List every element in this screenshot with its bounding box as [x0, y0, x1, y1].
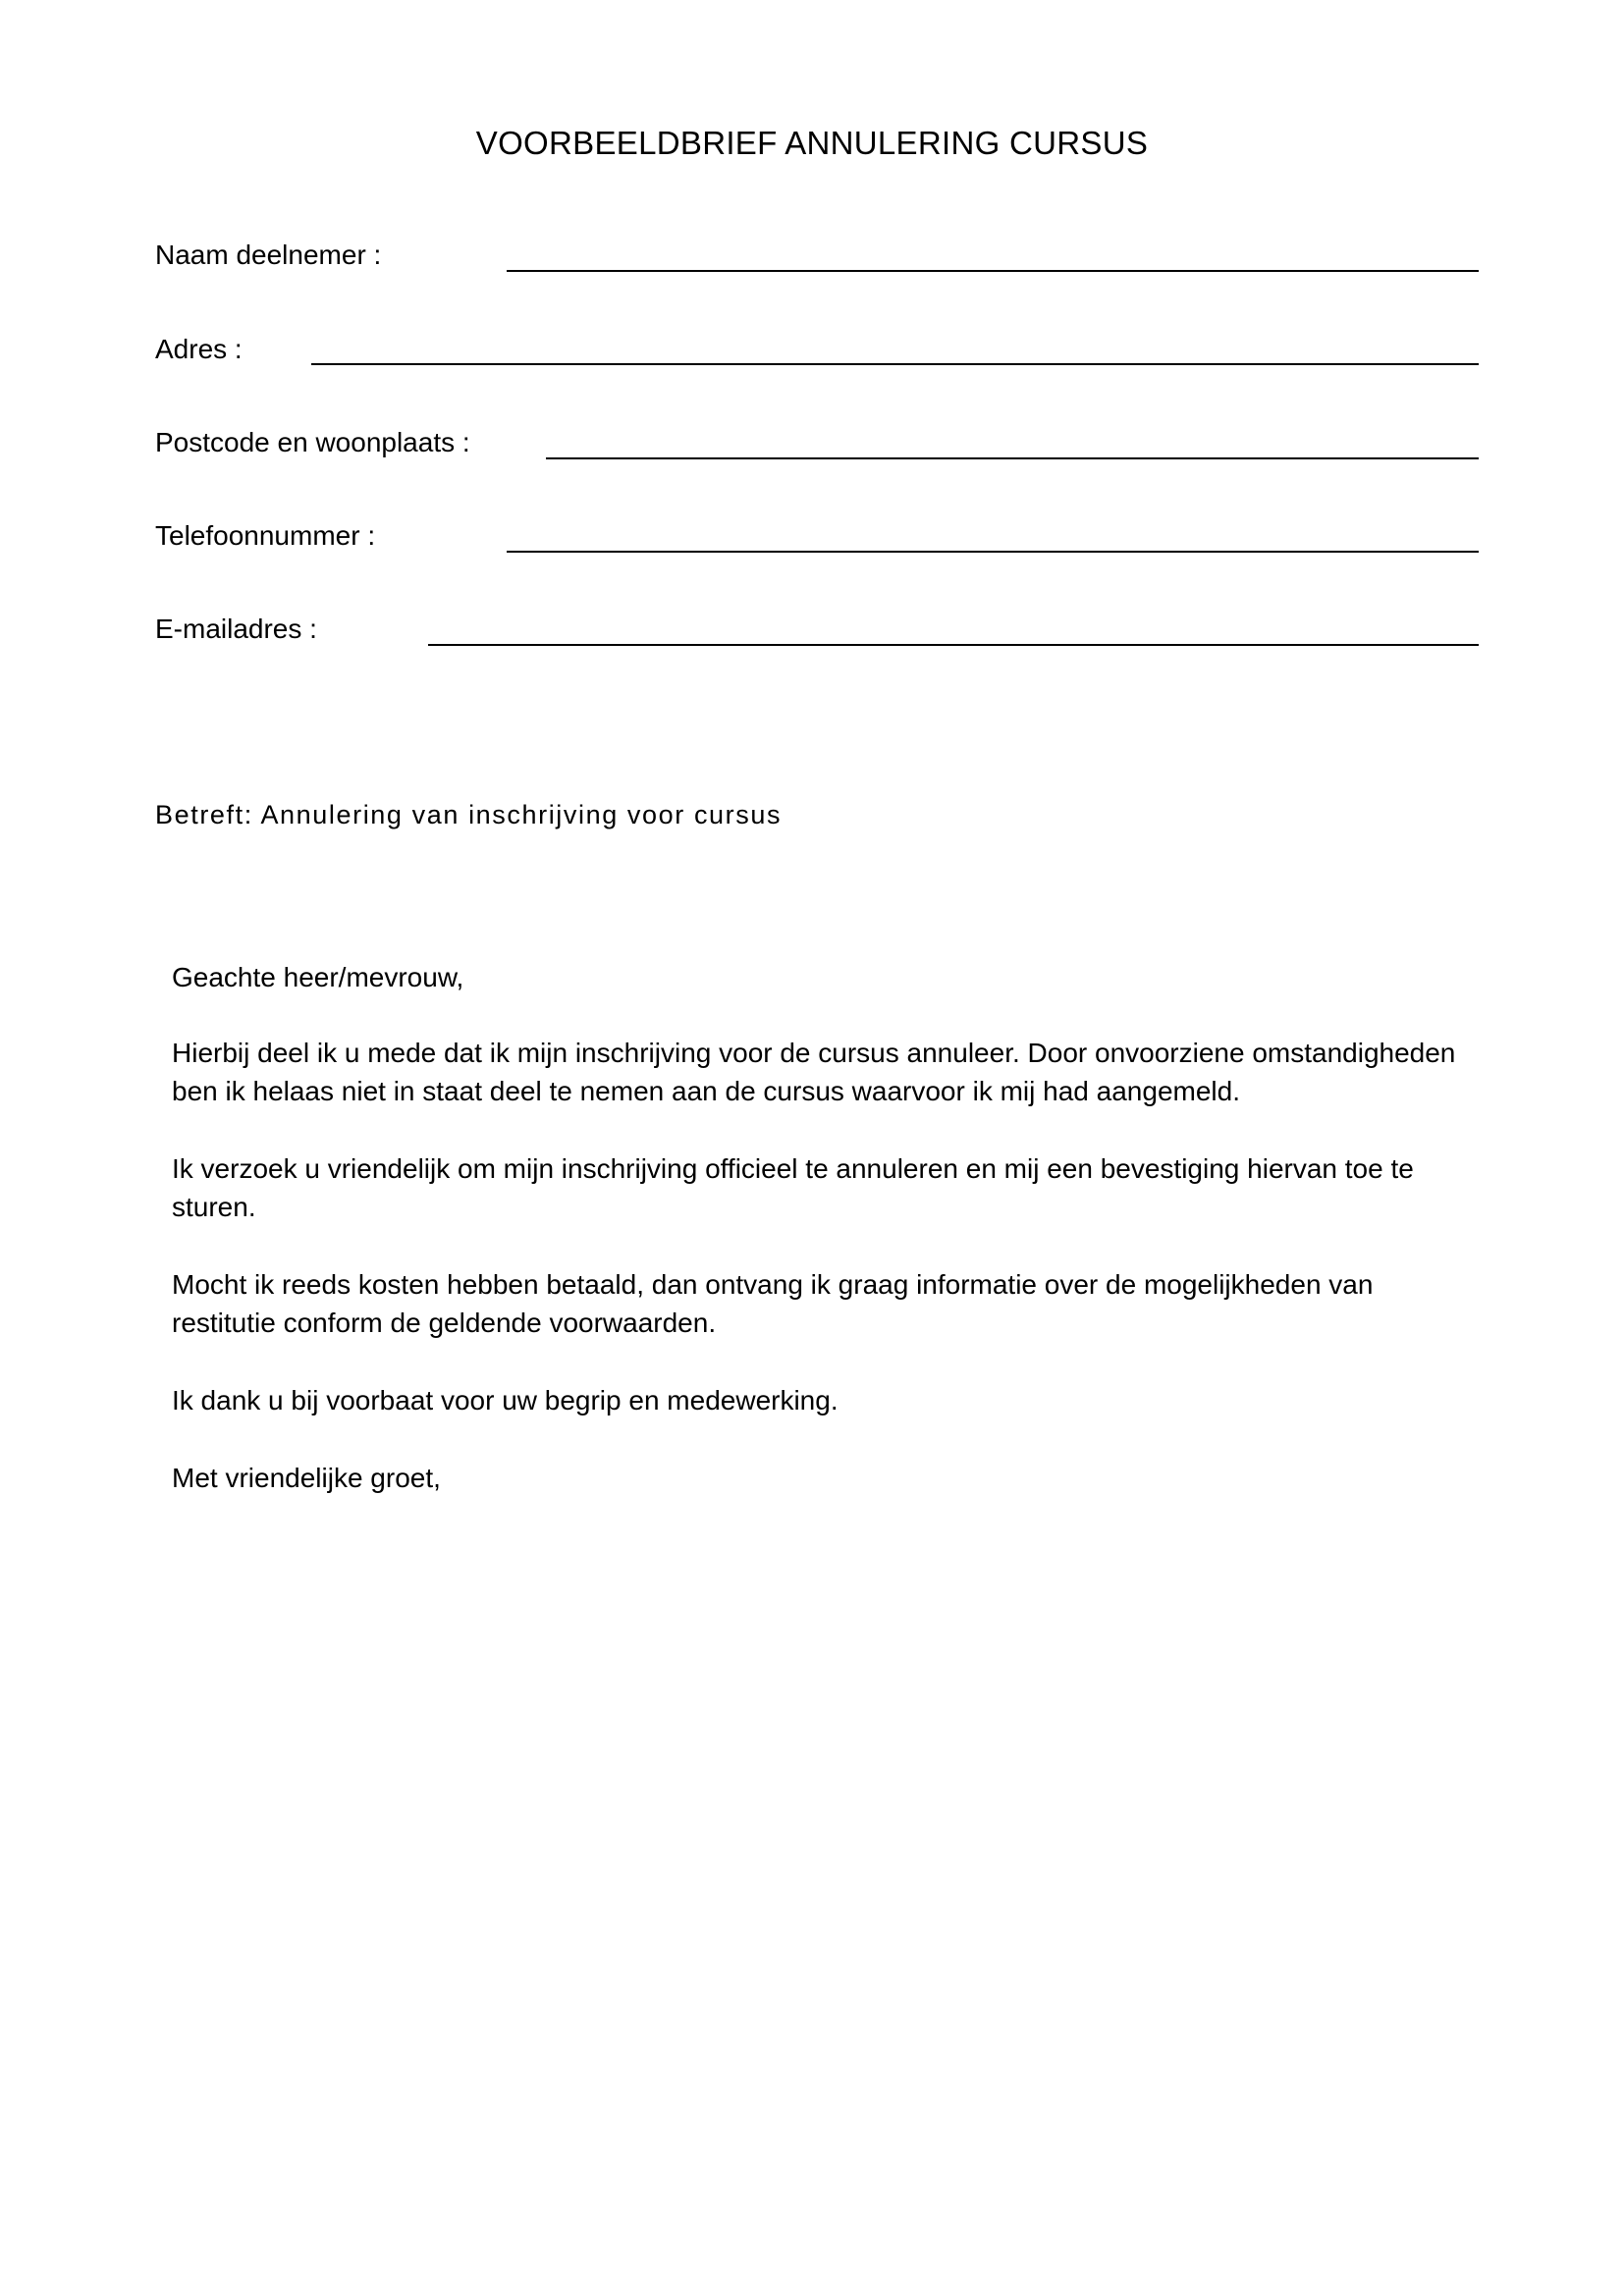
field-label-naam-deelnemer: Naam deelnemer :: [155, 240, 382, 270]
field-line-naam-deelnemer[interactable]: [507, 270, 1479, 272]
field-label-postcode-woonplaats: Postcode en woonplaats :: [155, 427, 470, 457]
subject-line: Betreft: Annulering van inschrijving voor cursus: [155, 800, 783, 829]
paragraph-4-text: Ik dank u bij voorbaat voor uw begrip en medewerking.: [172, 1385, 839, 1415]
paragraph-3: [172, 1265, 1478, 1342]
salutation: [172, 958, 1478, 996]
paragraph-4: [172, 1381, 1478, 1419]
field-line-postcode-woonplaats[interactable]: [546, 457, 1479, 459]
field-adres: [155, 332, 1479, 381]
salutation-text: Geachte heer/mevrouw,: [172, 962, 464, 992]
closing: [172, 1459, 1478, 1497]
paragraph-2: [172, 1149, 1478, 1226]
field-telefoonnummer: [155, 518, 1479, 567]
field-label-telefoonnummer: Telefoonnummer :: [155, 520, 376, 551]
paragraph-3-text: Mocht ik reeds kosten hebben betaald, dan ontvang ik graag informatie over de mogelijkheden van restitutie conform de geldende voorwaarden.: [172, 1269, 1374, 1338]
paragraph-2-text: Ik verzoek u vriendelijk om mijn inschrijving officieel te annuleren en mij een bevestiging hiervan toe te sturen.: [172, 1153, 1414, 1222]
field-label-adres: Adres :: [155, 334, 243, 364]
field-label-emailadres: E-mailadres :: [155, 614, 317, 644]
letter-title: VOORBEELDBRIEF ANNULERING CURSUS: [475, 125, 1149, 161]
paragraph-1: [172, 1034, 1478, 1110]
field-line-telefoonnummer[interactable]: [507, 551, 1479, 553]
field-line-emailadres[interactable]: [428, 644, 1479, 646]
paragraph-1-text: Hierbij deel ik u mede dat ik mijn inschrijving voor de cursus annuleer. Door onvoorziene omstandigheden ben ik helaas niet in staat deel te nemen aan de cursus waarvoor ik mij had aangemeld.: [172, 1038, 1456, 1106]
field-emailadres: [155, 612, 1479, 661]
field-line-adres[interactable]: [311, 363, 1479, 365]
closing-text: Met vriendelijke groet,: [172, 1463, 441, 1493]
field-postcode-woonplaats: [155, 425, 1479, 474]
field-naam-deelnemer: [155, 238, 1479, 287]
